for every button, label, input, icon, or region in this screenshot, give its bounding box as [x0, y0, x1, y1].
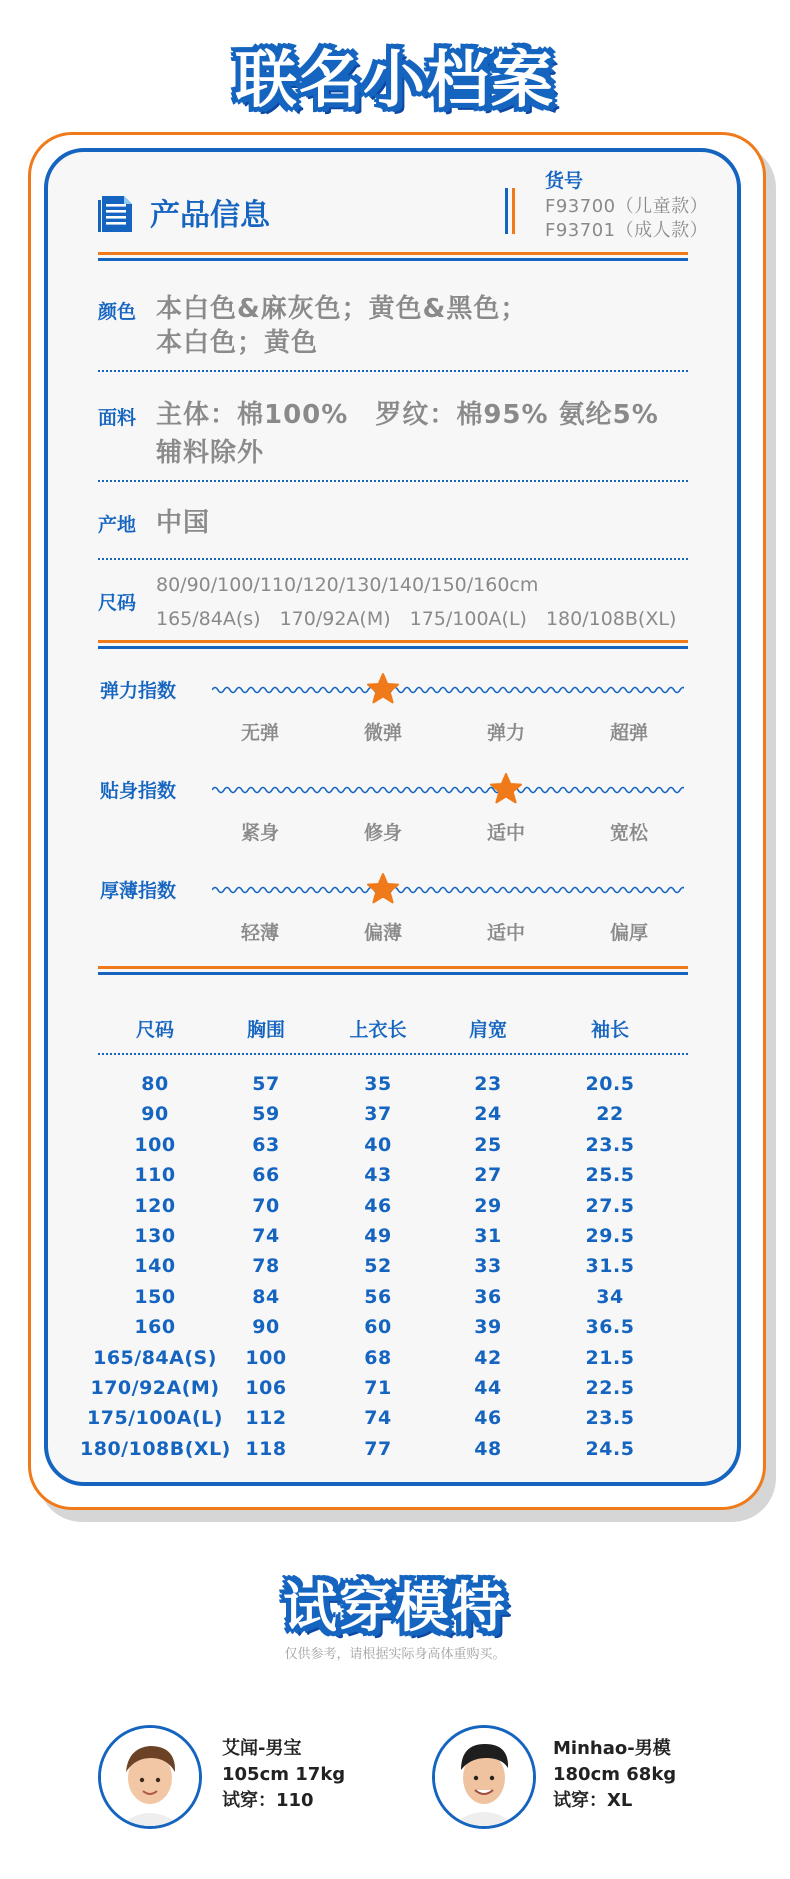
table-cell: 48 — [474, 1437, 502, 1460]
table-cell: 175/100A(L) — [87, 1407, 223, 1430]
table-cell: 46 — [364, 1194, 392, 1217]
table-cell: 140 — [134, 1255, 176, 1278]
table-cell: 90 — [141, 1103, 169, 1126]
table-cell: 170/92A(M) — [90, 1377, 220, 1399]
table-cell: 112 — [245, 1407, 287, 1430]
table-cell: 46 — [474, 1407, 502, 1430]
table-cell: 66 — [252, 1164, 280, 1187]
table-cell: 43 — [364, 1164, 392, 1187]
model-adult-name: Minhao-男模 — [553, 1738, 671, 1759]
table-cell: 27.5 — [585, 1194, 635, 1217]
section-title: 产品信息 — [150, 198, 270, 233]
index-star-marker — [366, 872, 400, 906]
divider — [98, 966, 688, 976]
table-cell: 74 — [364, 1407, 392, 1430]
model-kid-stats: 105cm 17kg — [222, 1764, 346, 1785]
table-cell: 44 — [474, 1377, 502, 1399]
table-cell: 71 — [364, 1377, 392, 1399]
index-option: 超弹 — [609, 722, 648, 744]
table-cell: 57 — [252, 1073, 280, 1095]
table-cell: 40 — [364, 1133, 392, 1156]
table-cell: 27 — [474, 1164, 502, 1187]
table-cell: 39 — [474, 1316, 502, 1339]
index-star-marker — [489, 772, 523, 806]
model-kid-name: 艾闻-男宝 — [222, 1738, 302, 1759]
dotted-divider — [98, 558, 688, 560]
table-header-cell: 袖长 — [590, 1019, 629, 1041]
index-option: 紧身 — [240, 822, 279, 844]
table-cell: 70 — [252, 1194, 280, 1217]
index-wave-line — [212, 883, 684, 897]
table-cell: 24 — [474, 1103, 502, 1126]
table-cell: 35 — [364, 1073, 392, 1095]
table-cell: 100 — [245, 1346, 287, 1369]
color-value-line1: 本白色&麻灰色；黄色&黑色； — [156, 294, 528, 324]
table-header-divider — [98, 1053, 688, 1055]
dotted-divider — [98, 370, 688, 372]
table-cell: 24.5 — [585, 1437, 635, 1460]
models-title: 试穿模特 — [283, 1576, 507, 1639]
code-label: 货号 — [545, 170, 584, 192]
code-divider — [505, 188, 519, 234]
table-cell: 42 — [474, 1346, 502, 1369]
table-cell: 22 — [596, 1103, 624, 1126]
table-cell: 22.5 — [585, 1377, 635, 1399]
table-cell: 90 — [252, 1316, 280, 1339]
table-cell: 63 — [252, 1133, 280, 1156]
model-avatar-kid — [98, 1725, 202, 1829]
table-cell: 23.5 — [585, 1407, 635, 1430]
table-cell: 106 — [245, 1377, 287, 1399]
table-cell: 37 — [364, 1103, 392, 1126]
page-title: 联名小档案 — [234, 43, 555, 116]
fabric-value-line2: 辅料除外 — [156, 438, 265, 468]
model-adult-fit: 试穿：XL — [553, 1790, 633, 1811]
index-option: 微弹 — [363, 722, 402, 744]
size-value-line1: 80/90/100/110/120/130/140/150/160cm — [156, 574, 539, 596]
table-cell: 29.5 — [585, 1225, 635, 1247]
product-info-header — [98, 190, 270, 234]
index-label: 弹力指数 — [100, 680, 177, 702]
index-wave-line — [212, 783, 684, 797]
table-cell: 29 — [474, 1194, 502, 1217]
table-header-cell: 尺码 — [135, 1019, 174, 1041]
code-adult: F93701（成人款） — [545, 220, 709, 241]
index-option: 适中 — [486, 922, 525, 944]
index-option: 弹力 — [486, 722, 525, 744]
color-label: 颜色 — [98, 301, 137, 323]
table-cell: 100 — [134, 1133, 176, 1156]
table-cell: 49 — [364, 1225, 392, 1247]
origin-value: 中国 — [156, 508, 211, 538]
table-cell: 36.5 — [585, 1316, 635, 1339]
table-cell: 20.5 — [585, 1073, 635, 1095]
table-cell: 23.5 — [585, 1133, 635, 1156]
index-wave-line — [212, 683, 684, 697]
table-cell: 118 — [245, 1437, 287, 1460]
table-cell: 31.5 — [585, 1255, 635, 1278]
divider — [98, 252, 688, 262]
table-cell: 56 — [364, 1285, 392, 1308]
table-cell: 23 — [474, 1073, 502, 1095]
table-cell: 78 — [252, 1255, 280, 1278]
table-cell: 165/84A(S) — [93, 1346, 217, 1369]
index-option: 偏厚 — [609, 922, 648, 944]
code-kids: F93700（儿童款） — [545, 196, 709, 217]
table-cell: 150 — [134, 1285, 176, 1308]
table-cell: 25.5 — [585, 1164, 635, 1187]
table-header-cell: 上衣长 — [349, 1019, 407, 1041]
table-cell: 33 — [474, 1255, 502, 1278]
index-label: 厚薄指数 — [100, 880, 177, 902]
table-cell: 31 — [474, 1225, 502, 1247]
origin-label: 产地 — [98, 514, 137, 536]
table-cell: 36 — [474, 1285, 502, 1308]
table-cell: 84 — [252, 1285, 280, 1308]
index-star-marker — [366, 672, 400, 706]
model-kid-fit: 试穿：110 — [222, 1790, 314, 1811]
table-cell: 110 — [134, 1164, 176, 1187]
dotted-divider — [98, 480, 688, 482]
table-cell: 52 — [364, 1255, 392, 1278]
table-cell: 68 — [364, 1346, 392, 1369]
table-cell: 21.5 — [585, 1346, 635, 1369]
table-cell: 80 — [141, 1073, 169, 1095]
table-cell: 120 — [134, 1194, 176, 1217]
table-cell: 77 — [364, 1437, 392, 1460]
table-cell: 180/108B(XL) — [80, 1437, 231, 1460]
index-option: 适中 — [486, 822, 525, 844]
table-cell: 74 — [252, 1225, 280, 1247]
fabric-value-line1: 主体：棉100% 罗纹：棉95% 氨纶5% — [156, 400, 659, 430]
table-header-cell: 肩宽 — [468, 1019, 507, 1041]
document-icon — [98, 190, 136, 234]
table-cell: 25 — [474, 1133, 502, 1156]
table-header-cell: 胸围 — [246, 1019, 285, 1041]
index-option: 宽松 — [609, 822, 648, 844]
size-label: 尺码 — [98, 592, 137, 614]
divider — [98, 640, 688, 650]
model-adult-stats: 180cm 68kg — [553, 1764, 677, 1785]
table-cell: 60 — [364, 1316, 392, 1339]
models-note: 仅供参考，请根据实际身高体重购买。 — [284, 1647, 506, 1662]
fabric-label: 面料 — [98, 407, 137, 429]
table-cell: 59 — [252, 1103, 280, 1126]
table-cell: 34 — [596, 1285, 624, 1308]
table-cell: 130 — [134, 1225, 176, 1247]
index-option: 偏薄 — [363, 922, 402, 944]
index-option: 无弹 — [240, 722, 279, 744]
index-option: 修身 — [363, 822, 402, 844]
index-option: 轻薄 — [240, 922, 279, 944]
table-cell: 160 — [134, 1316, 176, 1339]
model-avatar-adult — [432, 1725, 536, 1829]
size-value-line2: 165/84A(s) 170/92A(M) 175/100A(L) 180/108B(XL) — [156, 608, 677, 630]
index-label: 贴身指数 — [100, 780, 177, 802]
color-value-line2: 本白色；黄色 — [156, 328, 319, 358]
